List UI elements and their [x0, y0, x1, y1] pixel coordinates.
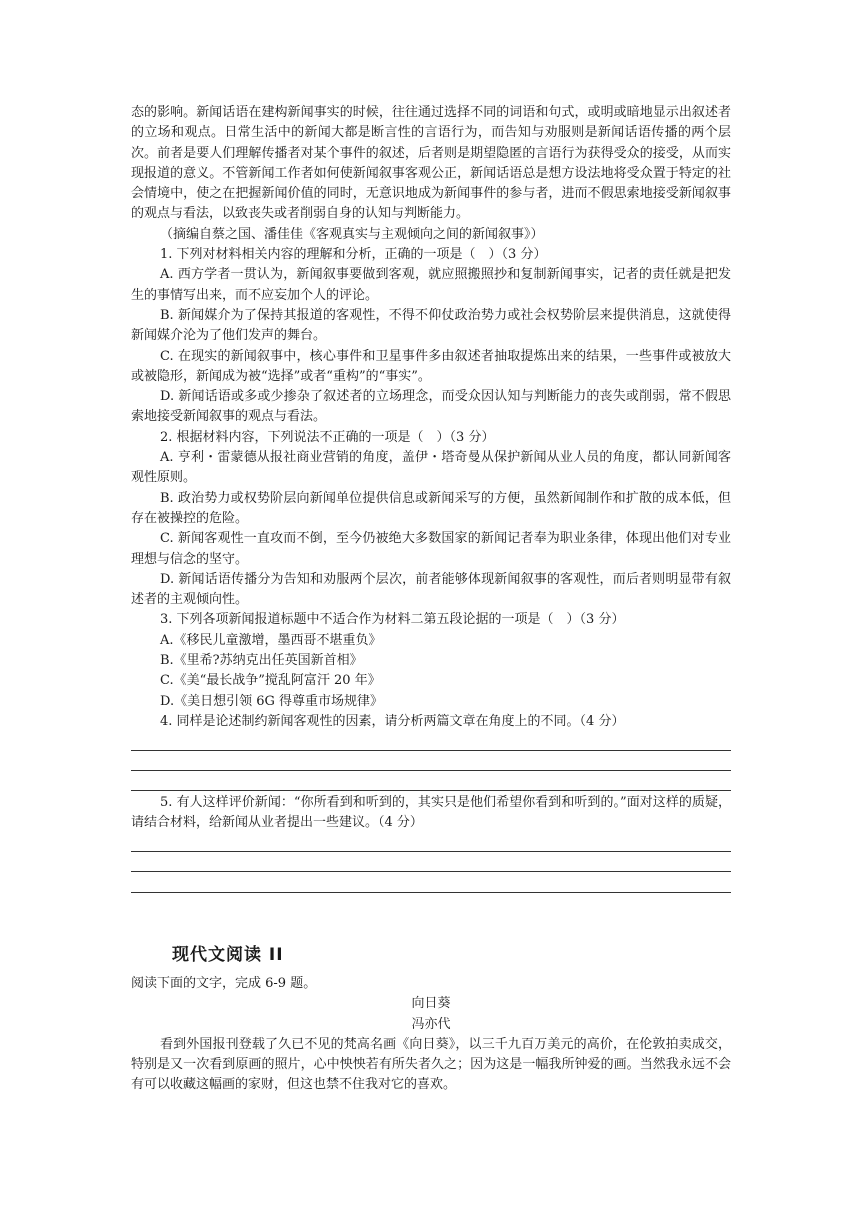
question-block [131, 103, 731, 895]
question-2-option-b: B. 政治势力或权势阶层向新闻单位提供信息或新闻采写的方便，虽然新闻制作和扩散的成本低，但存在被操控的危险。 [131, 490, 731, 526]
question-3-option-a: A.《移民儿童激增，墨西哥不堪重负》 [160, 632, 382, 648]
answer-line[interactable] [131, 753, 731, 773]
question-3-stem: 3. 下列各项新闻报道标题中不适合作为材料二第五段论据的一项是（ ）（3 分） [160, 612, 625, 628]
question-3-option-b: B.《里希?苏纳克出任英国新首相》 [160, 653, 363, 669]
question-5-stem: 5. 有人这样评价新闻：“你所看到和听到的，其实只是他们希望你看到和听到的。”面对这样的质疑，请结合材料，给新闻从业者提出一些建议。（4 分） [131, 795, 731, 831]
question-1-option-b: B. 新闻媒介为了保持其报道的客观性，不得不仰仗政治势力或社会权势阶层来提供消息，这就使得新闻媒介沦为了他们发声的舞台。 [131, 307, 731, 344]
question-1-option-d: D. 新闻话语或多或少掺杂了叙述者的立场理念，而受众因认知与判断能力的丧失或削弱，常不假思索地接受新闻叙事的观点与看法。 [131, 389, 731, 425]
answer-line[interactable] [131, 732, 731, 752]
author: 冯亦代 [411, 1016, 451, 1032]
question-3-option-d: D.《美日想引领 6G 得尊重市场规律》 [160, 693, 384, 709]
source-citation: （摘编自蔡之国、潘佳佳《客观真实与主观倾向之间的新闻叙事》） [160, 226, 544, 242]
question-1-option-a: A. 西方学者一贯认为，新闻叙事要做到客观，就应照搬照抄和复制新闻事实，记者的责任就是把发生的事情写出来，而不应妄加个人的评论。 [131, 267, 731, 303]
question-1-option-c: C. 在现实的新闻叙事中，核心事件和卫星事件多由叙述者抽取提炼出来的结果，一些事件或被放大或被隐形，新闻成为被“选择”或者“重构”的“事实”。 [131, 348, 731, 384]
article-paragraph: 看到外国报刊登载了久已不见的梵高名画《向日葵》，以三千九百万美元的高价，在伦敦拍卖成交，特别是又一次看到原画的照片，心中怏怏若有所失者久之；因为这是一幅我所钟爱的画。当然我永远不会有可以收藏这幅画的家财，但这也禁不住我对它的喜欢。 [131, 1036, 731, 1093]
question-2-option-c: C. 新闻客观性一直攻而不倒，至今仍被绝大多数国家的新闻记者奉为职业条律，体现出他们对专业理想与信念的坚守。 [131, 531, 731, 567]
question-1-stem: 1. 下列对材料相关内容的理解和分析，正确的一项是（ ）（3 分） [160, 247, 547, 263]
question-3-option-c: C.《美“最长战争”搅乱阿富汗 20 年》 [160, 673, 381, 689]
question-2-stem: 2. 根据材料内容，下列说法不正确的一项是（ ）（3 分） [160, 429, 495, 445]
answer-line[interactable] [131, 773, 731, 793]
answer-line[interactable] [131, 874, 731, 894]
material-paragraph: 态的影响。新闻话语在建构新闻事实的时候，往往通过选择不同的词语和句式，或明或暗地显示出叙述者的立场和观点。日常生活中的新闻大都是断言性的言语行为，而告知与劝服则是新闻话语传播的两个层次。前者是要人们理解传播者对某个事件的叙述，后者则是期望隐匿的言语行为获得受众的接受，从而实现报道的意义。不管新闻工作者如何使新闻叙事客观公正，新闻话语总是想方设法地将受众置于特定的社会情境中，使之在把握新闻价值的同时，无意识地成为新闻事件的参与者，进而不假思索地接受新闻叙事的观点与看法，以致丧失或者削弱自身的认知与判断能力。 [131, 105, 731, 222]
question-2-option-a: A. 亨利・雷蒙德从报社商业营销的角度，盖伊・塔奇曼从保护新闻从业人员的角度，都认同新闻客观性原则。 [131, 450, 731, 486]
section-title: 现代文阅读 II [172, 945, 284, 965]
reading-section [131, 974, 731, 1096]
question-4-stem: 4. 同样是论述制约新闻客观性的因素，请分析两篇文章在角度上的不同。（4 分） [160, 713, 625, 729]
instruction: 阅读下面的文字，完成 6-9 题。 [131, 976, 317, 991]
answer-line[interactable] [131, 854, 731, 874]
article-title: 向日葵 [411, 996, 451, 1012]
question-2-option-d: D. 新闻话语传播分为告知和劝服两个层次，前者能够体现新闻叙事的客观性，而后者则明显带有叙述者的主观倾向性。 [131, 571, 731, 608]
answer-line[interactable] [131, 834, 731, 854]
